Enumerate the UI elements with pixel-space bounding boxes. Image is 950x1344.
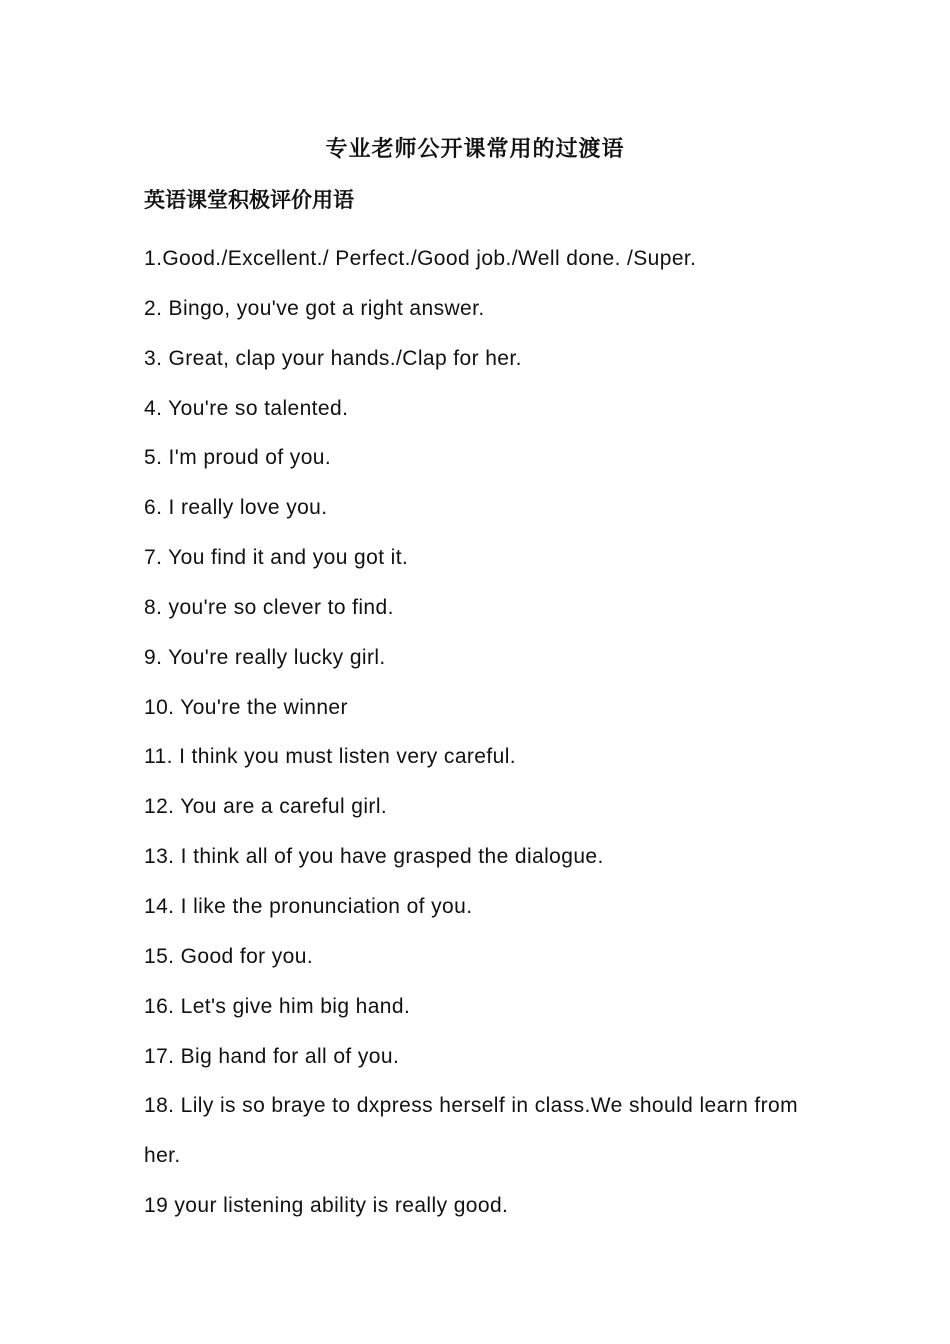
phrase-list bbox=[144, 234, 816, 1231]
list-item: 17. Big hand for all of you. bbox=[144, 1044, 400, 1068]
list-item: 16. Let's give him big hand. bbox=[144, 994, 411, 1018]
list-item: 4. You're so talented. bbox=[144, 396, 349, 420]
list-item: 13. I think all of you have grasped the dialogue. bbox=[144, 845, 604, 869]
list-item: 1.Good./Excellent./ Perfect./Good job./Well done. /Super. bbox=[144, 247, 697, 270]
list-item: 8. you're so clever to find. bbox=[144, 595, 394, 619]
list-item: 7. You find it and you got it. bbox=[144, 546, 409, 570]
list-item: 6. I really love you. bbox=[144, 496, 328, 520]
section-heading: 英语课堂积极评价用语 bbox=[144, 188, 354, 212]
list-item: 15. Good for you. bbox=[144, 944, 314, 968]
document-title: 专业老师公开课常用的过渡语 bbox=[325, 137, 625, 162]
list-item: 18. Lily is so braye to dxpress herself in class.We should learn from her. bbox=[144, 1094, 805, 1168]
list-item: 5. I'm proud of you. bbox=[144, 446, 332, 470]
list-item: 9. You're really lucky girl. bbox=[144, 645, 386, 669]
list-item: 14. I like the pronunciation of you. bbox=[144, 894, 473, 918]
list-item: 12. You are a careful girl. bbox=[144, 795, 388, 819]
list-item: 19 your listening ability is really good. bbox=[144, 1194, 509, 1218]
list-item: 11. I think you must listen very careful. bbox=[144, 745, 516, 769]
list-item: 10. You're the winner bbox=[144, 695, 348, 719]
list-item: 3. Great, clap your hands./Clap for her. bbox=[144, 346, 522, 370]
list-item: 2. Bingo, you've got a right answer. bbox=[144, 296, 485, 320]
